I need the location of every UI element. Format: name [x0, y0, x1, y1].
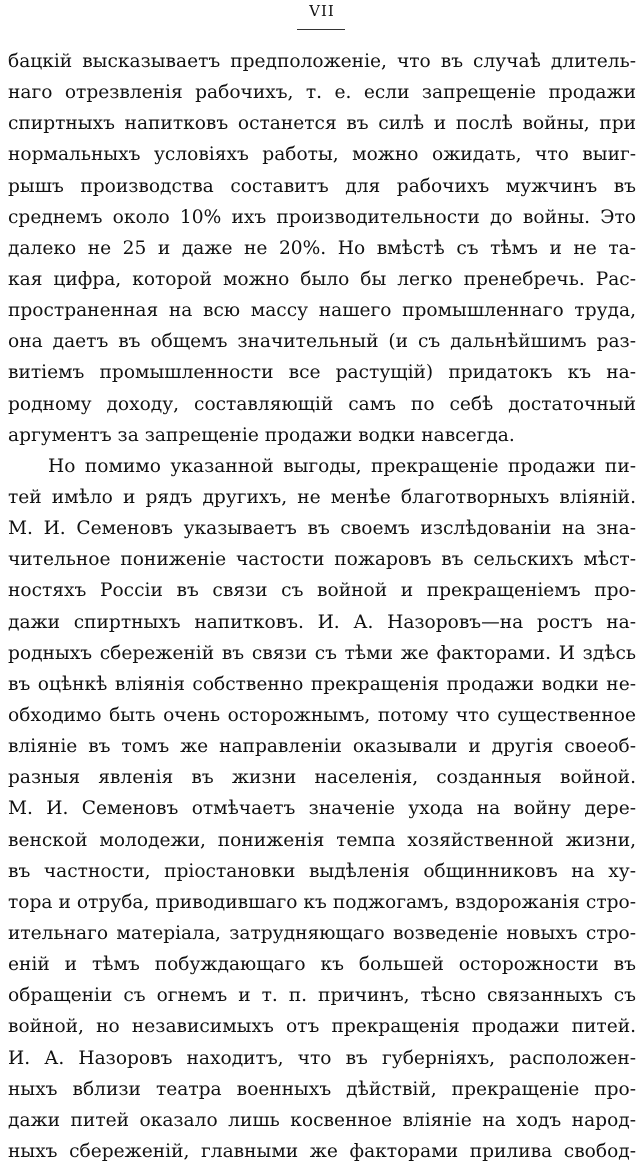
text-line: нормальныхъ условіяхъ работы, можно ожидать, что выиг- — [8, 144, 636, 166]
page-number-rule — [297, 29, 345, 30]
page-number: VII — [309, 2, 335, 20]
text-line: кая цифра, которой можно было бы легко пренебречь. Рас- — [8, 268, 636, 290]
text-line: ныхъ вблизи театра военныхъ дѣйствій, прекращеніе про- — [8, 1078, 636, 1100]
text-line: венской молодежи, пониженія темпа хозяйственной жизни, — [8, 829, 636, 851]
text-line: войной, но независимыхъ отъ прекращенія продажи питей. — [8, 1016, 636, 1038]
text-line: родныхъ сбереженій въ связи съ тѣми же факторами. И здѣсь — [8, 642, 636, 664]
text-line: въ оцѣнкѣ вліянія собственно прекращенія продажи водки не- — [8, 673, 636, 695]
text-line: дажи питей оказало лишь косвенное вліяніе на ходъ народ- — [8, 1109, 636, 1131]
text-line: тей имѣло и рядъ другихъ, не менѣе благотворныхъ вліяній. — [8, 486, 636, 508]
text-line: М. И. Семеновъ указываетъ въ своемъ изслѣдованіи на зна- — [8, 518, 636, 540]
text-line: родному доходу, составляющій самъ по себѣ достаточный — [8, 393, 636, 415]
text-line: среднемъ около 10% ихъ производительности до войны. Это — [8, 206, 636, 228]
text-line: спиртныхъ напитковъ останется въ силѣ и послѣ войны, при — [8, 113, 636, 135]
text-line: она даетъ въ общемъ значительный (и съ дальнѣйшимъ раз- — [8, 331, 636, 353]
text-line: пространенная на всю массу нашего промышленнаго труда, — [8, 300, 636, 322]
text-line: наго отрезвленія рабочихъ, т. е. если запрещеніе продажи — [8, 82, 636, 104]
text-line: разныя явленія въ жизни населенія, созданныя войной. — [8, 767, 636, 789]
text-line: въ частности, пріостановки выдѣленія общинниковъ на ху- — [8, 860, 636, 882]
text-line: далеко не 25 и даже не 20%. Но вмѣстѣ съ тѣмъ и не та- — [8, 237, 636, 259]
text-line: М. И. Семеновъ отмѣчаетъ значеніе ухода на войну дере- — [8, 798, 636, 820]
text-line: И. А. Назоровъ находитъ, что въ губерніяхъ, расположен- — [8, 1047, 636, 1069]
text-line: бацкій высказываетъ предположеніе, что въ случаѣ длитель- — [8, 51, 636, 72]
text-line: ныхъ сбереженій, главными же факторами прилива свобод- — [8, 1140, 636, 1162]
text-line: обходимо быть очень осторожнымъ, потому что существенное — [8, 704, 636, 726]
text-line: ностяхъ Россіи въ связи съ войной и прекращеніемъ про- — [8, 580, 636, 602]
text-line: ительнаго матеріала, затрудняющаго возведеніе новыхъ стро- — [8, 922, 636, 944]
text-line: обращеніи съ огнемъ и т. п. причинъ, тѣсно связанныхъ съ — [8, 985, 636, 1007]
text-line: еній и тѣмъ побуждающаго къ большей осторожности въ — [8, 954, 636, 976]
body-text — [8, 46, 636, 1167]
text-line: тора и отруба, приводившаго къ поджогамъ, вздорожанія стро- — [8, 891, 636, 913]
text-line: дажи спиртныхъ напитковъ. И. А. Назоровъ—на ростъ на- — [8, 611, 636, 633]
text-line: вліяніе въ томъ же направленіи оказывали и другія своеоб- — [8, 736, 636, 758]
text-line: рышъ производства составитъ для рабочихъ мужчинъ въ — [8, 175, 636, 197]
text-line: Но помимо указанной выгоды, прекращеніе продажи пи- — [48, 455, 636, 477]
text-line: витіемъ промышленности все растущій) придатокъ къ на- — [8, 362, 636, 384]
text-line: аргументъ за запрещеніе продажи водки навсегда. — [8, 424, 515, 446]
text-line: чительное пониженіе частости пожаровъ въ сельскихъ мѣст- — [8, 549, 636, 571]
